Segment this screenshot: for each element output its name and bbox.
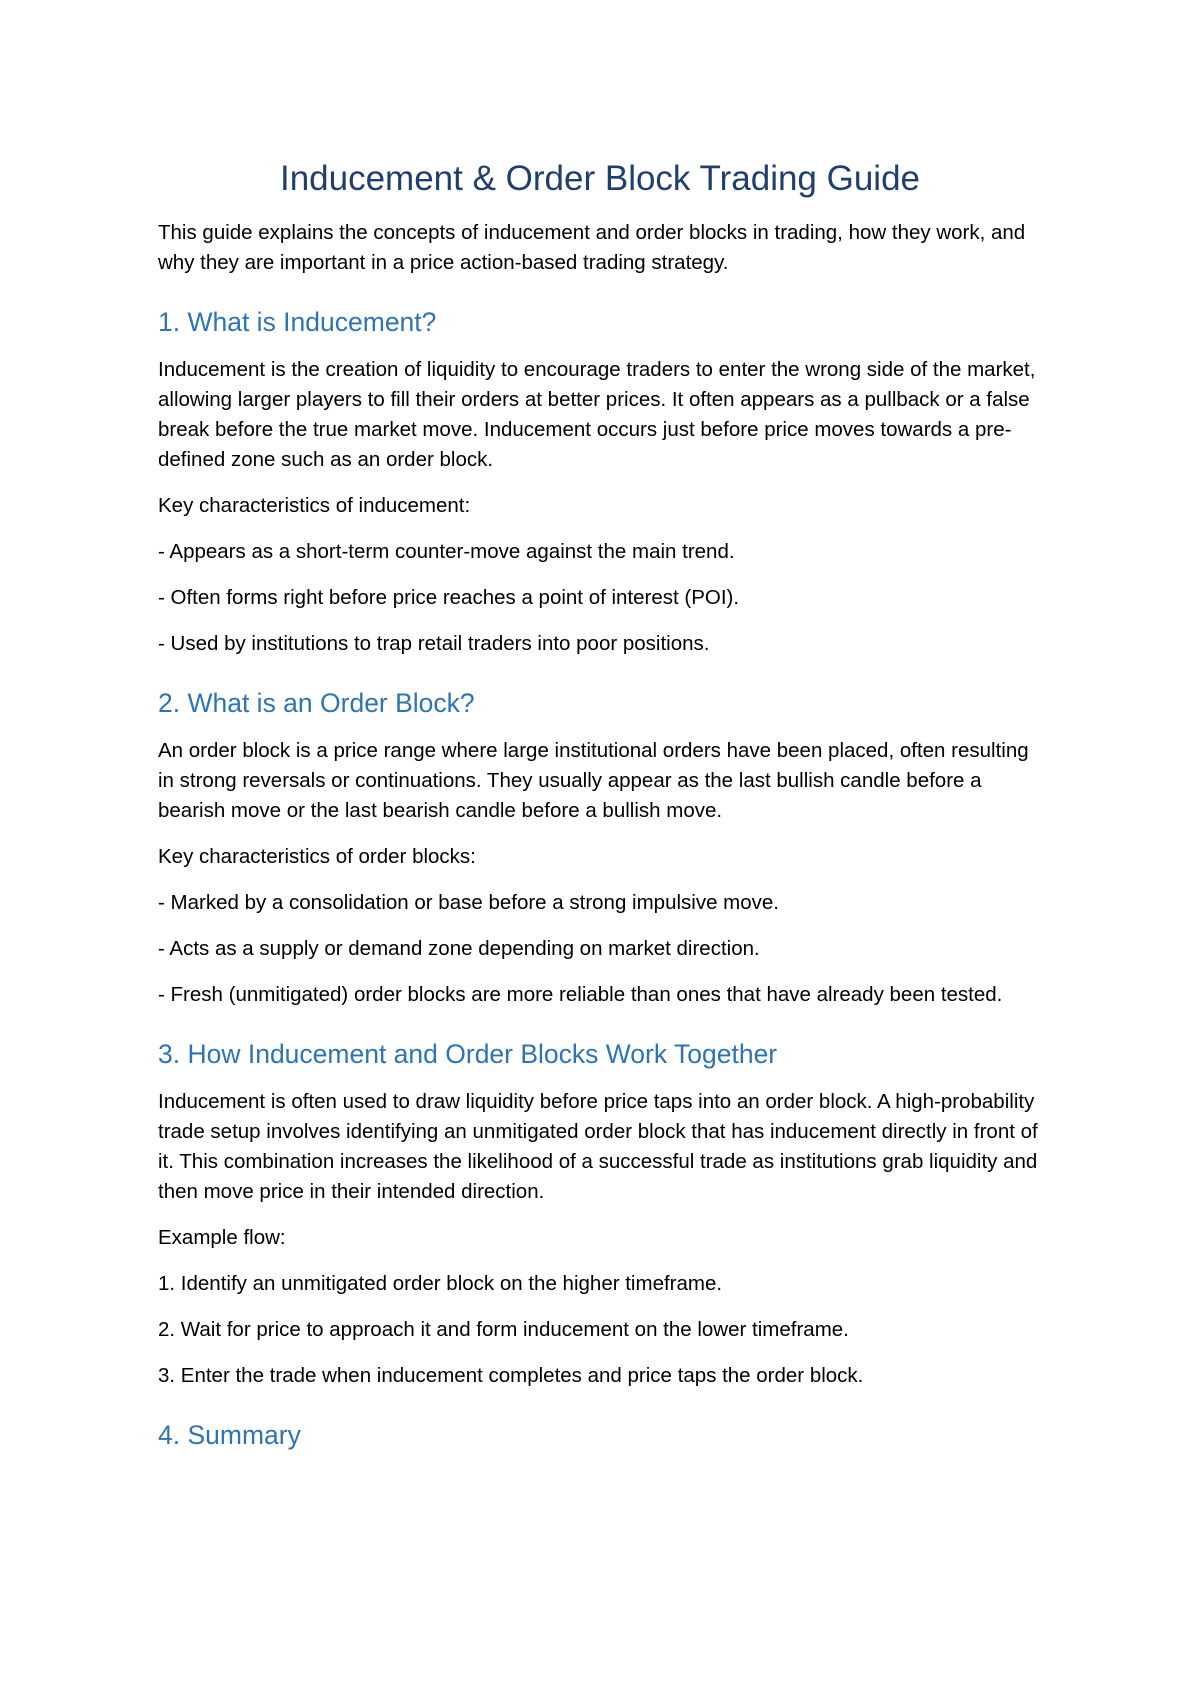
list-item: 1. Identify an unmitigated order block on the higher timeframe. — [158, 1272, 723, 1295]
list-item: 2. Wait for price to approach it and form inducement on the lower timeframe. — [158, 1318, 849, 1341]
section-1-heading: 1. What is Inducement? — [158, 307, 437, 337]
list-item: - Appears as a short-term counter-move against the main trend. — [158, 540, 735, 563]
list-item: - Marked by a consolidation or base before a strong impulsive move. — [158, 891, 780, 914]
section-3-heading: 3. How Inducement and Order Blocks Work Together — [158, 1039, 778, 1069]
page-title: Inducement & Order Block Trading Guide — [279, 159, 921, 198]
list-item: 3. Enter the trade when inducement completes and price taps the order block. — [158, 1364, 864, 1387]
section-2-list-intro: Key characteristics of order blocks: — [158, 845, 476, 868]
section-3-paragraph: Inducement is often used to draw liquidity before price taps into an order block. A high-probability trade setup involves identifying an unmitigated order block that has inducement directly in front of it. This combination increases the likelihood of a successful trade as institutions grab liquidity and then move price in their intended direction. — [158, 1090, 1038, 1203]
section-3-list-intro: Example flow: — [158, 1226, 286, 1249]
list-item: - Often forms right before price reaches a point of interest (POI). — [158, 586, 740, 609]
section-4-heading: 4. Summary — [158, 1420, 301, 1450]
section-1-list-intro: Key characteristics of inducement: — [158, 494, 471, 517]
list-item: - Fresh (unmitigated) order blocks are more reliable than ones that have already been tested. — [158, 983, 1003, 1006]
section-2-heading: 2. What is an Order Block? — [158, 688, 475, 718]
list-item: - Acts as a supply or demand zone depending on market direction. — [158, 937, 760, 960]
section-2-paragraph: An order block is a price range where large institutional orders have been placed, often resulting in strong reversals or continuations. They usually appear as the last bullish candle before a bearish move or the last bearish candle before a bullish move. — [158, 739, 1029, 822]
section-1-paragraph: Inducement is the creation of liquidity to encourage traders to enter the wrong side of the market, allowing larger players to fill their orders at better prices. It often appears as a pullback or a false break before the true market move. Inducement occurs just before price moves towards a pre-defined zone such as an order block. — [158, 358, 1036, 471]
list-item: - Used by institutions to trap retail traders into poor positions. — [158, 632, 710, 655]
intro-paragraph: This guide explains the concepts of inducement and order blocks in trading, how they work, and why they are important in a price action-based trading strategy. — [158, 221, 1026, 274]
